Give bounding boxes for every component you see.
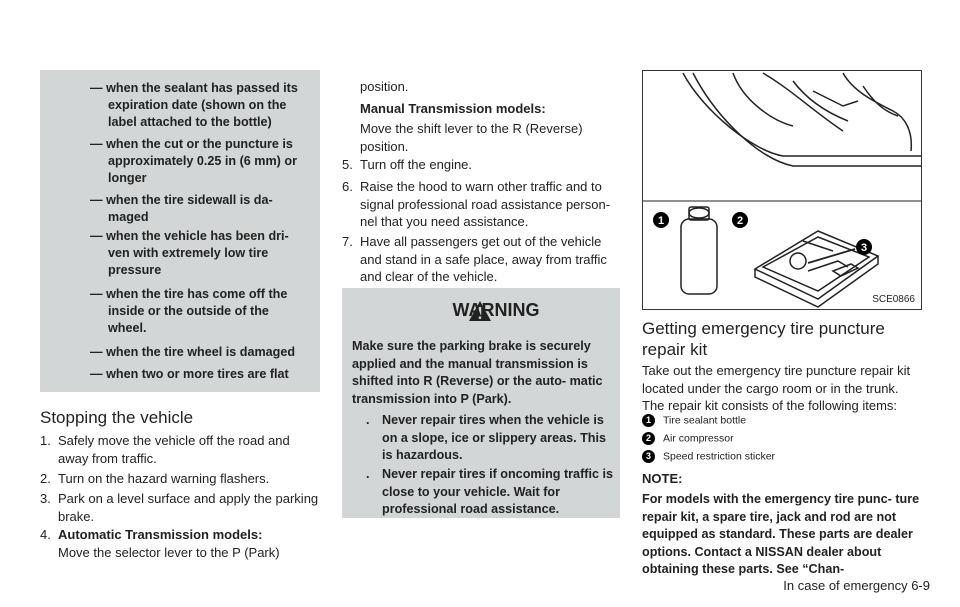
bullet-marker: . <box>366 413 370 427</box>
step-item: 1. Safely move the vehicle off the road and away from traffic. <box>40 433 290 466</box>
dash-item: — when the tire wheel is damaged <box>90 345 296 359</box>
callout-label: 2 <box>736 215 744 227</box>
section-heading-repair-kit: Getting emergency tire puncture repair kit <box>642 319 885 359</box>
continued-text: position. <box>360 79 409 94</box>
item-number-badge: 2 <box>642 432 655 445</box>
figure-code: SCE0866 <box>872 294 915 305</box>
bullet-marker: . <box>366 467 370 481</box>
dash-item: — when the tire has come off the inside or the outside of the wheel. <box>90 287 288 335</box>
step-item: 3. Park on a level surface and apply the parking brake. <box>40 491 319 524</box>
manual-heading: Manual Transmission models: <box>360 101 546 116</box>
step-item: 6. Raise the hood to warn other traffic and to signal professional road assistance person- nel that you need assistance. <box>342 179 611 229</box>
step-item: 4. Automatic Transmission models: Move the selector lever to the P (Park) <box>40 527 280 560</box>
repair-kit-figure <box>642 70 922 310</box>
step-item: 5. Turn off the engine. <box>342 157 473 172</box>
dash-item: — when the cut or the puncture is approximately 0.25 in (6 mm) or longer <box>90 137 297 185</box>
item-number-badge: 3 <box>642 450 655 463</box>
warning-text: Make sure the parking brake is securely applied and the manual transmission is shifted into R (Reverse) or the auto- matic transmission into P (Park). <box>352 339 603 406</box>
callout-label: 1 <box>657 215 665 227</box>
kit-item: 3 Speed restriction sticker <box>642 450 775 463</box>
manual-text: Move the shift lever to the R (Reverse) position. <box>360 121 583 154</box>
dash-item: — when the tire sidewall is da- maged <box>90 193 273 224</box>
section-heading-stopping: Stopping the vehicle <box>40 408 194 427</box>
dash-item: — when the vehicle has been dri- ven with extremely low tire pressure <box>90 229 289 277</box>
step-item: 2. Turn on the hazard warning flashers. <box>40 471 270 486</box>
note-text: For models with the emergency tire punc- ture repair kit, a spare tire, jack and rod are not equipped as standard. These parts are dealer options. Contact a NISSAN dealer about obtaining these parts. See “Chan- <box>642 492 920 576</box>
warning-bullet: Never repair tires when the vehicle is on a slope, ice or slippery areas. This is hazardous. <box>382 413 606 462</box>
repair-kit-intro: Take out the emergency tire puncture repair kit located under the cargo room or in the trunk. The repair kit consists of the following items: <box>642 363 911 413</box>
note-label: NOTE: <box>642 471 683 486</box>
warning-title: WARNING <box>452 300 540 320</box>
page-footer: In case of emergency 6-9 <box>783 578 930 593</box>
dash-item: — when the sealant has passed its expiration date (shown on the label attached to the bottle) <box>90 81 298 129</box>
item-number-badge: 1 <box>642 414 655 427</box>
repair-kit-illustration <box>643 71 921 309</box>
callout-markers <box>653 212 872 255</box>
step-item: 7. Have all passengers get out of the vehicle and stand in a safe place, away from traffic and clear of the vehicle. <box>342 234 607 284</box>
kit-item: 1 Tire sealant bottle <box>642 414 746 427</box>
kit-item: 2 Air compressor <box>642 432 734 445</box>
dash-item: — when two or more tires are flat <box>90 367 289 381</box>
callout-label: 3 <box>860 242 868 254</box>
warning-bullet: Never repair tires if oncoming traffic is close to your vehicle. Wait for professional road assistance. <box>382 467 613 516</box>
